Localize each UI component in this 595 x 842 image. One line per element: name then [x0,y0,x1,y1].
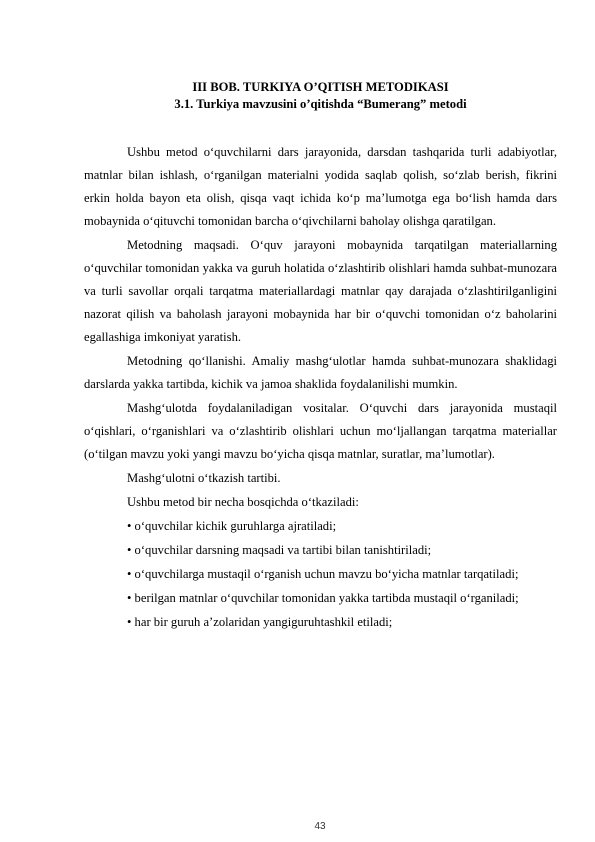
section-title: 3.1. Turkiya mavzusini o’qitishda “Bumerang” metodi [174,97,467,111]
paragraph-method-description: Ushbu metod o‘quvchilarni dars jarayonida, darsdan tashqarida turli adabiyotlar, matnlar bilan ishlash, o‘rganilgan materialni yodida saqlab qolish, so‘zlab berish, fikrini erkin holda bayon eta olish, qisqa vaqt ichida ko‘p ma’lumotga ega bo‘lish hamda dars mobaynida o‘qituvchi tomonidan barcha o‘qivchilarni baholay olishga qaratilgan. [84,145,557,228]
document-body [84,141,557,635]
chapter-title: III BOB. TURKIYA O’QITISH METODIKASI [192,80,449,94]
list-item-stage: • o‘quvchilar darsning maqsadi va tartibi bilan tanishtiriladi; [127,543,432,557]
paragraph-method-goal: Metodning maqsadi. O‘quv jarayoni mobaynida tarqatilgan materiallarning o‘quvchilar tomonidan yakka va guruh holatida o‘zlashtirib olishlari hamda suhbat-munozara va turli savollar orqali tarqatma materiallardagi matnlar qay darajada o‘zlashtirilganligini nazorat qilish va baholash jarayoni mobaynida har bir o‘quvchi tomonidan o‘z baholarini egallashiga imkoniyat yaratish. [84,238,557,344]
list-item-stage: • berilgan matnlar o‘quvchilar tomonidan yakka tartibda mustaqil o‘rganiladi; [127,591,519,605]
paragraph-lesson-order: Mashg‘ulotni o‘tkazish tartibi. [127,471,281,485]
paragraph-lesson-tools: Mashg‘ulotda foydalaniladigan vositalar. O‘quvchi dars jarayonida mustaqil o‘qishlari, o‘rganishlari va o‘zlashtirib olishlari uchun mo‘ljallangan tarqatma materiallar (o‘tilgan mavzu yoki yangi mavzu bo‘yicha qisqa matnlar, suratlar, ma’lumotlar). [84,401,557,461]
list-item-stage: • o‘quvchilar kichik guruhlarga ajratiladi; [127,519,337,533]
paragraph-method-usage: Metodning qo‘llanishi. Amaliy mashg‘ulotlar hamda suhbat-munozara shaklidagi darslarda yakka tartibda, kichik va jamoa shaklida foydalanilishi mumkin. [84,354,557,391]
list-item-stage: • har bir guruh a’zolaridan yangiguruhtashkil etiladi; [127,615,393,629]
page-number: 43 [314,821,326,832]
paragraph-stages-intro: Ushbu metod bir necha bosqichda o‘tkaziladi: [127,495,359,509]
list-item-stage: • o‘quvchilarga mustaqil o‘rganish uchun mavzu bo‘yicha matnlar tarqatiladi; [127,567,519,581]
